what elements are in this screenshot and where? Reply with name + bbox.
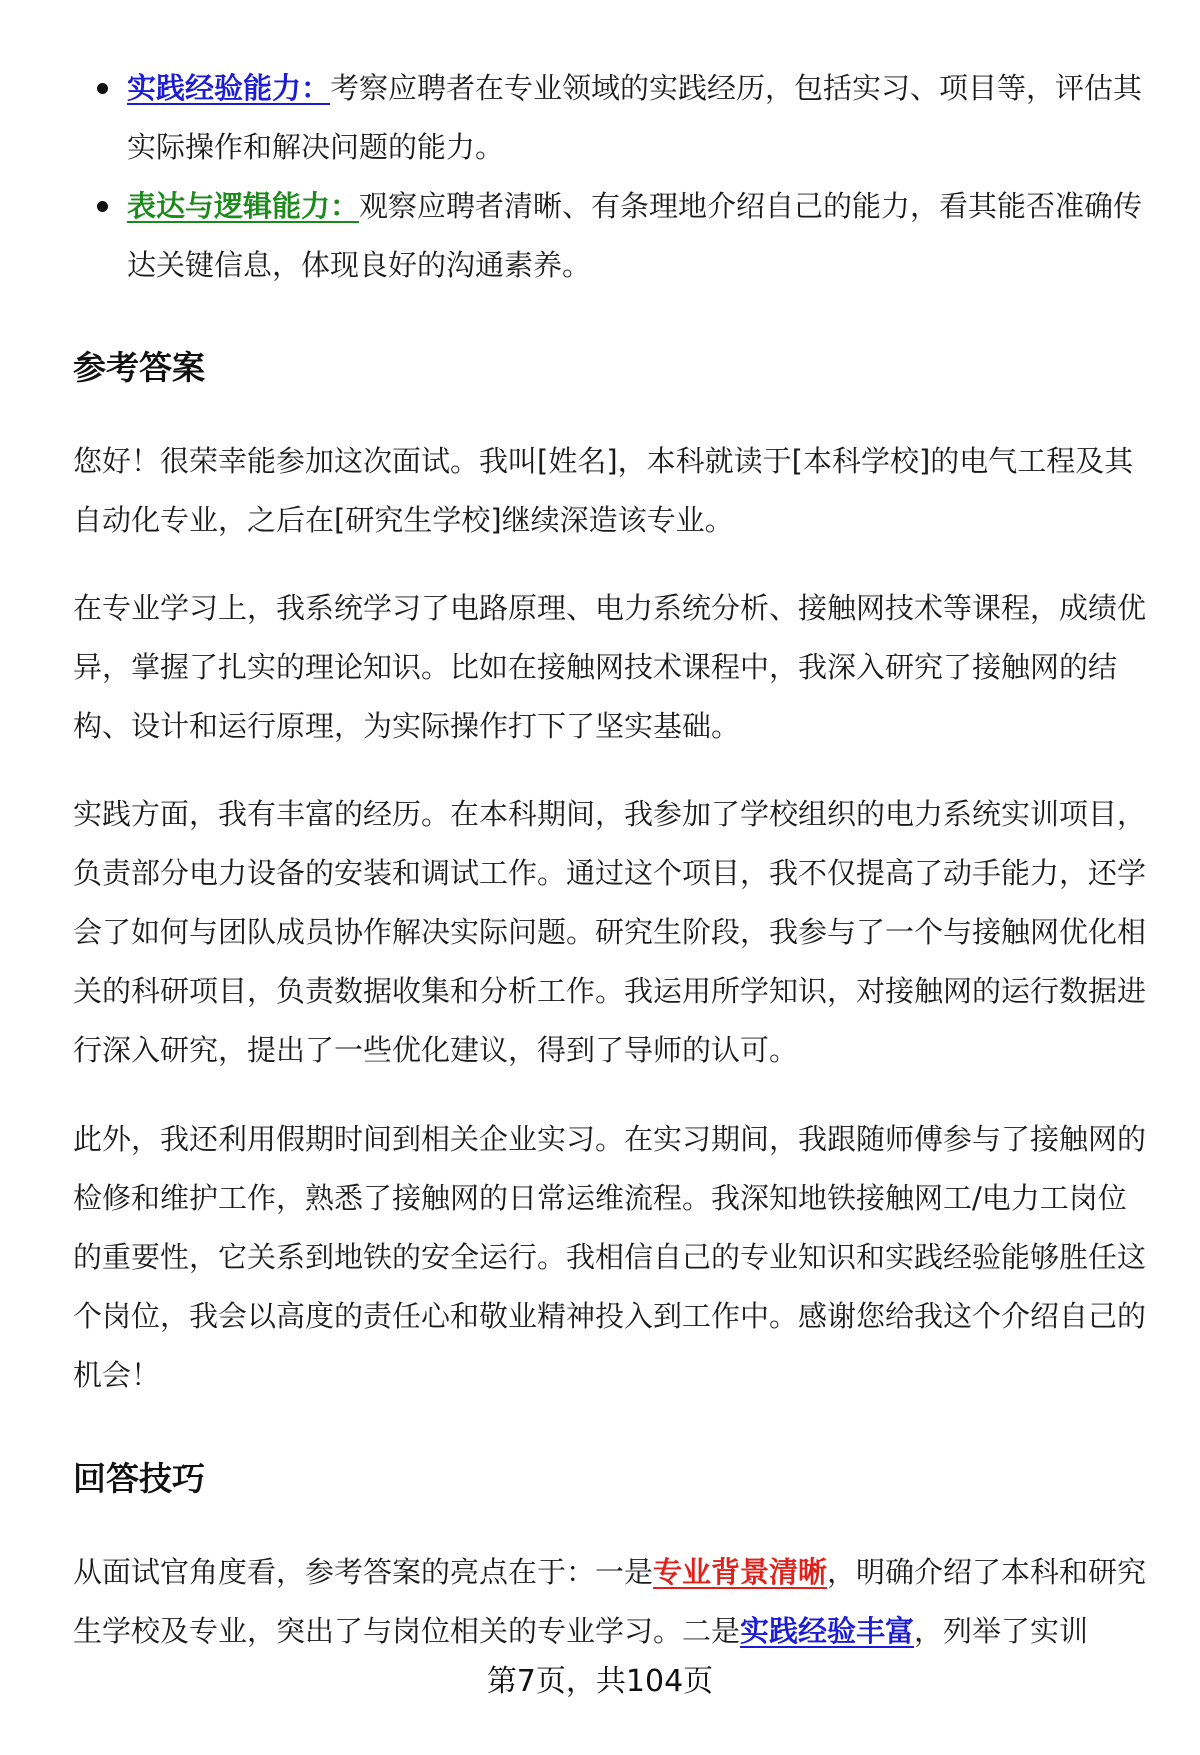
bullet-dot-icon <box>97 201 108 212</box>
heading-reference-answer: 参考答案 <box>73 348 205 387</box>
bullet-text: 观察应聘者清晰、有条理地介绍自己的能力，看其能否准确传达关键信息，体现良好的沟通素养。 <box>127 189 1143 282</box>
answer-paragraph: 在专业学习上，我系统学习了电路原理、电力系统分析、接触网技术等课程，成绩优异，掌握了扎实的理论知识。比如在接触网技术课程中，我深入研究了接触网的结构、设计和运行原理，为实际操作打下了坚实基础。 <box>73 591 1147 743</box>
tips-keyword-background: 专业背景清晰 <box>653 1555 828 1589</box>
page-footer: 第7页，共104页 <box>486 1664 714 1699</box>
bullet-keyword: 表达与逻辑能力： <box>127 189 360 223</box>
heading-answer-tips: 回答技巧 <box>73 1459 205 1498</box>
bullet-practice-ability <box>127 59 1145 177</box>
answer-paragraph: 实践方面，我有丰富的经历。在本科期间，我参加了学校组织的电力系统实训项目，负责部分电力设备的安装和调试工作。通过这个项目，我不仅提高了动手能力，还学会了如何与团队成员协作解决实际问题。研究生阶段，我参与了一个与接触网优化相关的科研项目，负责数据收集和分析工作。我运用所学知识，对接触网的运行数据进行深入研究，提出了一些优化建议，得到了导师的认可。 <box>73 797 1147 1067</box>
bullet-keyword: 实践经验能力： <box>127 71 331 105</box>
tips-text: ，明确介绍了本科和研究生学校及专业，突出了与岗位相关的专业学习。二是 <box>73 1555 1147 1648</box>
bullet-expression-ability <box>127 177 1145 295</box>
tips-paragraph <box>73 1543 1148 1661</box>
bullet-text: 考察应聘者在专业领域的实践经历，包括实习、项目等，评估其实际操作和解决问题的能力。 <box>127 71 1143 164</box>
answer-paragraph: 您好！很荣幸能参加这次面试。我叫[姓名]，本科就读于[本科学校]的电气工程及其自动化专业，之后在[研究生学校]继续深造该专业。 <box>73 444 1134 537</box>
tips-text: 从面试官角度看，参考答案的亮点在于：一是 <box>73 1555 654 1589</box>
tips-text: ，列举了实训 <box>914 1614 1089 1648</box>
bullet-dot-icon <box>97 83 108 94</box>
answer-paragraph: 此外，我还利用假期时间到相关企业实习。在实习期间，我跟随师傅参与了接触网的检修和维护工作，熟悉了接触网的日常运维流程。我深知地铁接触网工/电力工岗位的重要性，它关系到地铁的安全运行。我相信自己的专业知识和实践经验能够胜任这个岗位，我会以高度的责任心和敬业精神投入到工作中。感谢您给我这个介绍自己的机会！ <box>73 1122 1147 1392</box>
tips-keyword-practice: 实践经验丰富 <box>740 1614 915 1648</box>
